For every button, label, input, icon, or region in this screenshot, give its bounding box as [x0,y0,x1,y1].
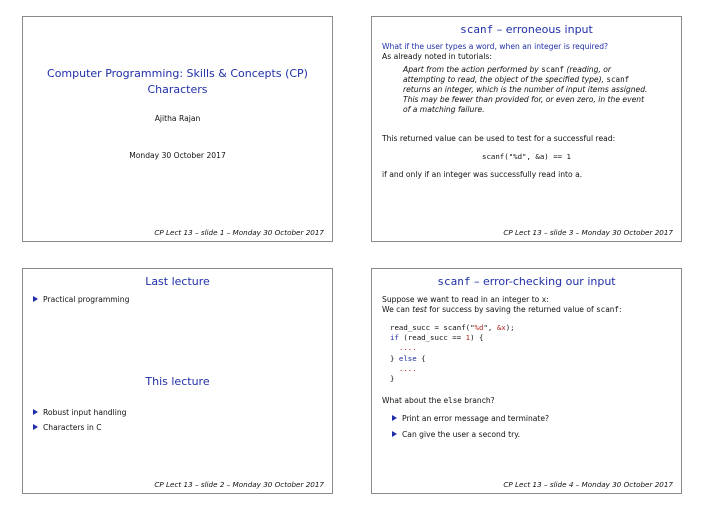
slide-3-conclusion: if and only if an integer was successfully read into a. [382,170,583,179]
list-item: Can give the user a second try. [392,427,549,443]
slide-1-title: Computer Programming: Skills & Concepts (CP) [47,67,308,80]
slide-2-title-last: Last lecture [145,275,210,288]
quote-code: scanf [541,65,565,74]
quote-code: scanf [606,75,630,84]
quote-text: returns an integer, which is the number of input items assigned. [403,85,648,94]
quote-text: Apart from the action performed by [403,65,542,74]
quote-line [403,65,675,75]
slide-4-footer: CP Lect 13 – slide 4 – Monday 30 October 2017 [503,480,673,489]
code-line: read_succ = scanf("%d", &x); [390,323,515,332]
slide-4 [371,268,682,494]
slide-2-bullet-list-1 [33,295,129,305]
slide-4-else-question: What about the else branch? [382,396,495,405]
quote-line [403,85,675,95]
slide-2-footer: CP Lect 13 – slide 2 – Monday 30 October 2017 [154,480,324,489]
slide-1 [22,16,333,242]
code-line: } else { [390,353,426,363]
slide-3 [371,16,682,242]
slide-4-title-rest: – error-checking our input [470,275,616,288]
slide-1-subtitle: Characters [147,83,208,96]
slide-3-footer: CP Lect 13 – slide 3 – Monday 30 October 2017 [503,228,673,237]
slide-2 [22,268,333,494]
slide-4-line-1: Suppose we want to read in an integer to x: [382,295,549,304]
slide-3-quote [403,65,675,115]
slide-3-question: What if the user types a word, when an integer is required? [382,42,609,51]
code-line: .... [398,343,417,353]
list-item: Print an error message and terminate? [392,411,549,427]
code-line: .... [398,363,417,373]
slide-4-title-code: scanf [437,275,471,288]
code-line: } [390,374,395,384]
slide-4-title [372,275,681,288]
list-item: Practical programming [33,295,129,305]
slide-2-bullet-list-2 [33,405,126,435]
slide-3-test-text: This returned value can be used to test for a successful read: [382,134,616,143]
slide-4-bullet-list [392,411,549,443]
bullet-triangle-icon [33,424,38,430]
slide-3-title [372,23,681,36]
slide-2-title-this: This lecture [145,375,210,388]
slide-3-title-code: scanf [460,23,494,36]
quote-line [403,105,675,115]
slide-1-footer: CP Lect 13 – slide 1 – Monday 30 October 2017 [154,228,324,237]
bullet-triangle-icon [392,431,397,437]
bullet-triangle-icon [33,409,38,415]
list-item: Characters in C [33,420,126,435]
slide-3-intro: As already noted in tutorials: [382,52,492,61]
bullet-triangle-icon [33,296,38,302]
quote-text: (reading, or [564,65,612,74]
slide-1-author: Ajitha Rajan [154,114,201,123]
slide-4-code-block [390,323,515,384]
bullet-triangle-icon [392,415,397,421]
quote-text: attempting to read, the object of the specified type), [403,75,607,84]
code-line: if (read_succ == 1) { [390,333,484,343]
slide-3-title-rest: – erroneous input [493,23,593,36]
slide-3-code: scanf("%d", &a) == 1 [482,152,571,161]
slide-1-date: Monday 30 October 2017 [129,151,226,160]
quote-line [403,75,675,85]
quote-text: This may be fewer than provided for, or even zero, in the event [403,95,645,104]
quote-line [403,95,675,105]
quote-text: of a matching failure. [403,105,485,114]
list-item: Robust input handling [33,405,126,420]
slide-4-line-2: We can test for success by saving the returned value of scanf: [382,305,622,314]
